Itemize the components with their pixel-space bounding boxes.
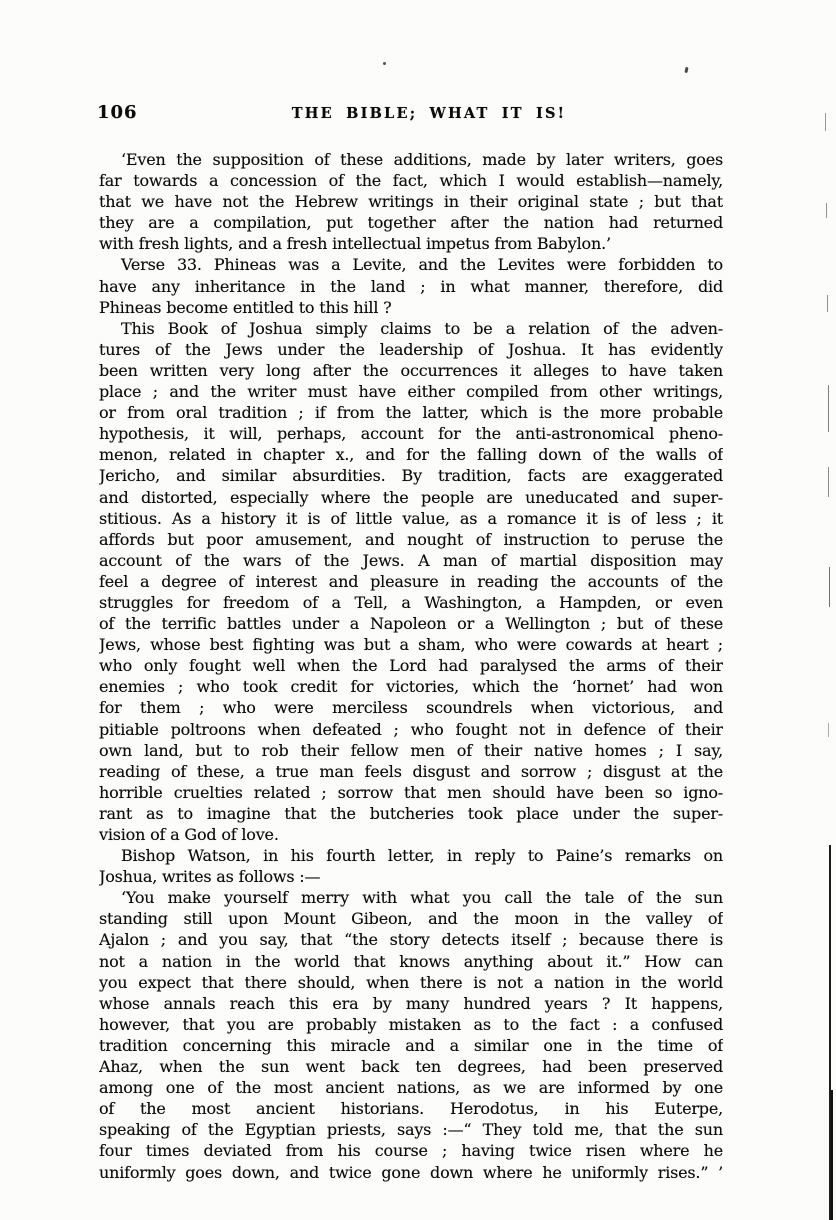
text-line: and distorted, especially where the people are uneducated and super- [99,487,723,507]
text-line: This Book of Joshua simply claims to be a relation of the adven- [121,318,723,338]
paragraph [99,318,723,845]
text-line: horrible cruelties related ; sorrow that men should have been so igno- [99,782,723,802]
scan-speck [684,67,688,73]
text-line: of the most ancient historians. Herodotus, in his Euterpe, [99,1099,723,1119]
text-line: Ajalon ; and you say, that “the story detects itself ; because there is [99,930,723,950]
body-text [99,149,723,1183]
text-line: hypothesis, it will, perhaps, account for the anti-astronomical pheno- [99,424,723,444]
text-line: among one of the most ancient nations, as we are informed by one [99,1078,723,1098]
text-line: struggles for freedom of a Tell, a Washington, a Hampden, or even [99,592,723,612]
text-line: ‘You make yourself merry with what you call the tale of the sun [121,888,723,908]
text-line: Jews, whose best fighting was but a sham, who were cowards at heart ; [99,635,723,655]
text-line: Bishop Watson, in his fourth letter, in reply to Paine’s remarks on [121,846,723,866]
text-line: place ; and the writer must have either compiled from other writings, [99,382,723,402]
text-line: tradition concerning this miracle and a similar one in the time of [99,1035,723,1055]
text-line: however, that you are probably mistaken as to the fact : a confused [99,1014,723,1034]
text-line: not a nation in the world that knows anything about it.” How can [99,951,723,971]
paragraph [99,254,723,317]
text-line: Verse 33. Phineas was a Levite, and the Levites were forbidden to [121,255,723,275]
text-line: Phineas become entitled to this hill ? [99,297,392,317]
scan-edge-mark [828,385,829,432]
paragraph [99,887,723,1182]
text-line: whose annals reach this era by many hundred years ? It happens, [99,993,723,1013]
text-line: reading of these, a true man feels disgust and sorrow ; disgust at the [99,761,723,781]
paragraph [99,845,723,887]
text-line: own land, but to rob their fellow men of their native homes ; I say, [99,740,723,760]
scan-edge-line [831,1090,833,1220]
text-line: pitiable poltroons when defeated ; who fought not in defence of their [99,719,723,739]
text-line: standing still upon Mount Gibeon, and the moon in the valley of [99,909,723,929]
text-line: enemies ; who took credit for victories, which the ‘hornet’ had won [99,677,723,697]
text-line: they are a compilation, put together after the nation had returned [99,213,723,233]
text-line: have any inheritance in the land ; in what manner, therefore, did [99,276,723,296]
text-line: Ahaz, when the sun went back ten degrees, had been preserved [99,1057,723,1077]
paragraph [99,149,723,254]
text-line: feel a degree of interest and pleasure in reading the accounts of the [99,571,723,591]
text-line: four times deviated from his course ; having twice risen where he [99,1141,723,1161]
page-number: 106 [97,102,138,123]
text-line: or from oral tradition ; if from the latter, which is the more probable [99,403,723,423]
scan-edge-mark [829,567,830,607]
text-line: account of the wars of the Jews. A man of martial disposition may [99,550,723,570]
scan-edge-line [829,845,831,1220]
text-line: speaking of the Egyptian priests, says :—“ They told me, that the sun [99,1120,723,1140]
text-line: for them ; who were merciless scoundrels when victorious, and [99,698,723,718]
text-line: Joshua, writes as follows :— [99,867,321,887]
text-line: ‘Even the supposition of these additions, made by later writers, goes [121,150,723,169]
text-line: of the terrific battles under a Napoleon or a Wellington ; but of these [99,614,723,634]
running-title: THE BIBLE; WHAT IT IS! [291,105,567,122]
scan-edge-mark [828,467,829,497]
text-line: you expect that there should, when there is not a nation in the world [99,972,723,992]
text-line: with fresh lights, and a fresh intellectual impetus from Babylon.’ [99,234,611,254]
text-line: stitious. As a history it is of little value, as a romance it is of less ; it [99,508,723,528]
text-line: far towards a concession of the fact, which I would establish—namely, [99,171,723,191]
text-line: tures of the Jews under the leadership of Joshua. It has evidently [99,339,723,359]
scan-speck [383,62,386,65]
text-line: rant as to imagine that the butcheries took place under the super- [99,803,723,823]
scan-edge-mark [826,203,827,218]
text-line: affords but poor amusement, and nought of instruction to peruse the [99,529,723,549]
text-line: that we have not the Hebrew writings in their original state ; but that [99,192,723,212]
scan-edge-mark [828,723,829,737]
text-line: who only fought well when the Lord had paralysed the arms of their [99,656,723,676]
scan-edge-mark [827,295,828,312]
text-line: Jericho, and similar absurdities. By tradition, facts are exaggerated [99,466,723,486]
text-line: vision of a God of love. [99,825,279,844]
text-line: been written very long after the occurrences it alleges to have taken [99,360,723,380]
text-line: menon, related in chapter x., and for the falling down of the walls of [99,445,723,465]
text-line: uniformly goes down, and twice gone down where he uniformly rises.” ’ [99,1162,723,1182]
